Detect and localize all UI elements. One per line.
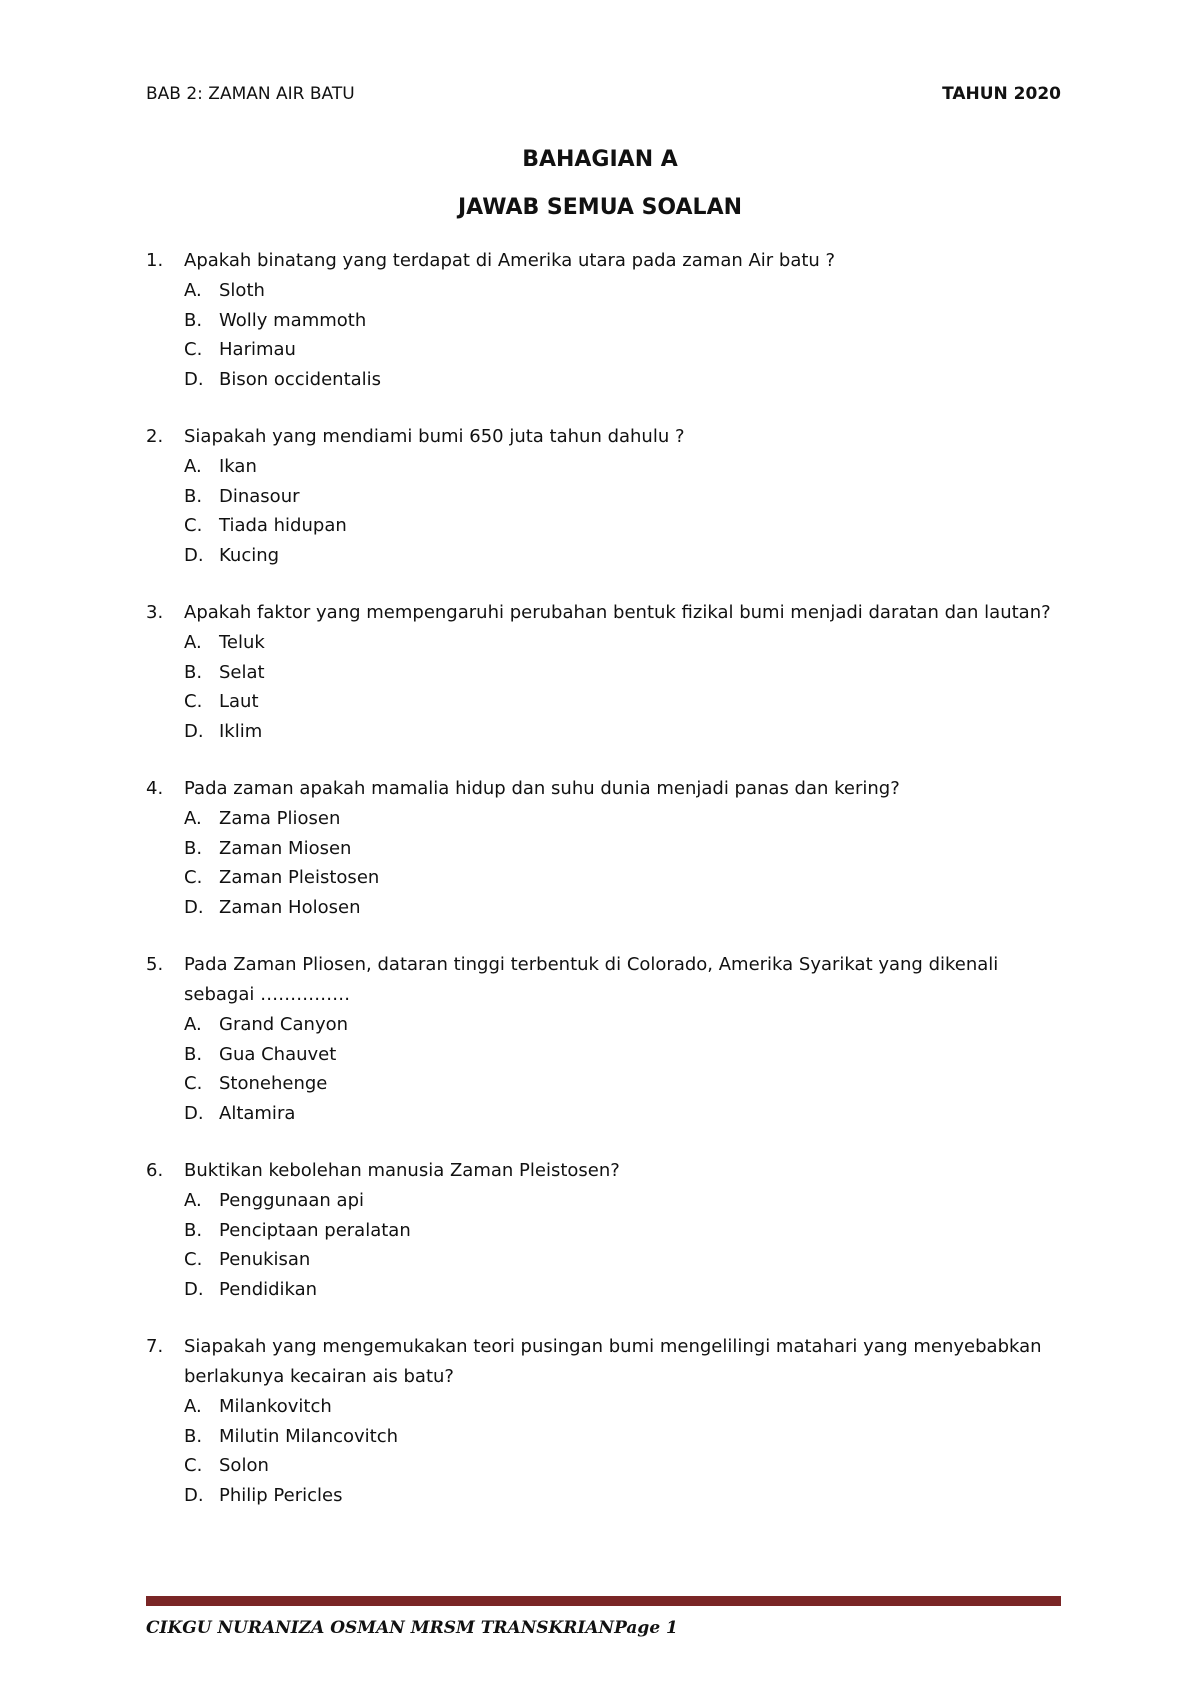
answer-option: [184, 834, 1061, 864]
page-header: [146, 84, 1061, 108]
answer-option: [184, 1422, 1061, 1452]
answer-option: [184, 1069, 1061, 1099]
option-text: Zama Pliosen: [219, 808, 341, 829]
question-text: Pada Zaman Pliosen, dataran tinggi terbentuk di Colorado, Amerika Syarikat yang dikenali sebagai ……………: [184, 954, 999, 1005]
page-footer: CIKGU NURANIZA OSMAN MRSM TRANSKRIANPage 1: [146, 1618, 678, 1638]
answer-option: [184, 276, 1061, 306]
answer-option: [184, 1040, 1061, 1070]
option-letter: C.: [184, 1455, 203, 1476]
option-text: Gua Chauvet: [219, 1043, 337, 1065]
option-letter: B.: [184, 1043, 203, 1065]
option-letter: A.: [184, 456, 202, 477]
question-number: 4.: [146, 778, 164, 799]
option-text: Dinasour: [219, 485, 300, 507]
answer-option: [184, 1099, 1061, 1129]
option-text: Penggunaan api: [219, 1190, 365, 1211]
question-list: [146, 246, 1061, 1538]
option-letter: C.: [184, 691, 203, 712]
answer-option: [184, 452, 1061, 482]
answer-option: [184, 628, 1061, 658]
option-letter: A.: [184, 1396, 202, 1417]
option-text: Penukisan: [219, 1249, 311, 1270]
question-text: Pada zaman apakah mamalia hidup dan suhu dunia menjadi panas dan kering?: [184, 778, 900, 799]
option-letter: C.: [184, 339, 203, 360]
question-text: Siapakah yang mendiami bumi 650 juta tahun dahulu ?: [184, 426, 685, 447]
answer-option: [184, 1010, 1061, 1040]
option-letter: D.: [184, 720, 204, 742]
answer-option: [184, 335, 1061, 365]
option-text: Stonehenge: [219, 1073, 328, 1094]
answer-option: [184, 1275, 1061, 1305]
option-letter: D.: [184, 544, 204, 566]
answer-option: [184, 482, 1061, 512]
option-text: Laut: [219, 691, 259, 712]
option-letter: C.: [184, 867, 203, 888]
question-number: 5.: [146, 954, 164, 975]
question-text: Siapakah yang mengemukakan teori pusingan bumi mengelilingi matahari yang menyebabkan berlakunya kecairan ais batu?: [184, 1336, 1042, 1387]
answer-option: [184, 365, 1061, 395]
option-text: Iklim: [219, 720, 263, 742]
question-item: [146, 1332, 1061, 1510]
option-letter: C.: [184, 1249, 203, 1270]
answer-option: [184, 804, 1061, 834]
question-text: Apakah faktor yang mempengaruhi perubahan bentuk fizikal bumi menjadi daratan dan lautan?: [184, 602, 1051, 623]
question-item: [146, 1156, 1061, 1304]
option-letter: D.: [184, 1278, 204, 1300]
answer-option: [184, 893, 1061, 923]
option-text: Solon: [219, 1455, 269, 1476]
answer-option: [184, 1481, 1061, 1511]
answer-option: [184, 717, 1061, 747]
option-text: Philip Pericles: [219, 1484, 343, 1506]
question-item: [146, 598, 1061, 746]
question-text: Apakah binatang yang terdapat di Amerika utara pada zaman Air batu ?: [184, 250, 836, 271]
question-number: 3.: [146, 602, 164, 623]
section-title: BAHAGIAN A: [522, 147, 678, 172]
option-text: Tiada hidupan: [219, 515, 347, 536]
option-letter: D.: [184, 368, 204, 390]
question-item: [146, 246, 1061, 394]
option-letter: B.: [184, 1219, 203, 1241]
option-text: Zaman Miosen: [219, 837, 352, 859]
answer-option: [184, 306, 1061, 336]
answer-option: [184, 863, 1061, 893]
option-letter: D.: [184, 896, 204, 918]
question-text: Buktikan kebolehan manusia Zaman Pleistosen?: [184, 1160, 620, 1181]
option-letter: B.: [184, 309, 203, 331]
question-item: [146, 422, 1061, 570]
option-text: Grand Canyon: [219, 1014, 349, 1035]
option-text: Milutin Milancovitch: [219, 1425, 399, 1447]
option-letter: A.: [184, 808, 202, 829]
option-letter: D.: [184, 1102, 204, 1124]
option-letter: A.: [184, 280, 202, 301]
answer-option: [184, 541, 1061, 571]
option-text: Kucing: [219, 544, 280, 566]
option-text: Selat: [219, 661, 265, 683]
option-text: Zaman Pleistosen: [219, 867, 380, 888]
option-text: Bison occidentalis: [219, 368, 382, 390]
option-letter: B.: [184, 837, 203, 859]
option-letter: C.: [184, 515, 203, 536]
option-letter: B.: [184, 1425, 203, 1447]
answer-option: [184, 1216, 1061, 1246]
header-year: TAHUN 2020: [942, 84, 1061, 104]
answer-option: [184, 1392, 1061, 1422]
question-number: 2.: [146, 426, 164, 447]
option-letter: A.: [184, 1190, 202, 1211]
option-letter: A.: [184, 1014, 202, 1035]
question-number: 1.: [146, 250, 164, 271]
header-chapter: BAB 2: ZAMAN AIR BATU: [146, 84, 355, 104]
option-text: Pendidikan: [219, 1278, 318, 1300]
option-text: Ikan: [219, 456, 257, 477]
answer-option: [184, 511, 1061, 541]
question-number: 6.: [146, 1160, 164, 1181]
question-number: 7.: [146, 1336, 164, 1357]
option-text: Teluk: [219, 632, 265, 653]
option-letter: B.: [184, 661, 203, 683]
answer-option: [184, 1245, 1061, 1275]
question-item: [146, 950, 1061, 1128]
option-letter: A.: [184, 632, 202, 653]
answer-option: [184, 658, 1061, 688]
option-text: Zaman Holosen: [219, 896, 361, 918]
answer-option: [184, 687, 1061, 717]
instruction-title: JAWAB SEMUA SOALAN: [457, 195, 743, 220]
answer-option: [184, 1186, 1061, 1216]
option-letter: C.: [184, 1073, 203, 1094]
option-text: Penciptaan peralatan: [219, 1219, 411, 1241]
option-text: Harimau: [219, 339, 296, 360]
answer-option: [184, 1451, 1061, 1481]
question-item: [146, 774, 1061, 922]
option-letter: B.: [184, 485, 203, 507]
option-text: Sloth: [219, 280, 265, 301]
footer-divider: [146, 1596, 1061, 1606]
option-text: Altamira: [219, 1102, 296, 1124]
option-text: Milankovitch: [219, 1396, 332, 1417]
option-letter: D.: [184, 1484, 204, 1506]
option-text: Wolly mammoth: [219, 309, 367, 331]
